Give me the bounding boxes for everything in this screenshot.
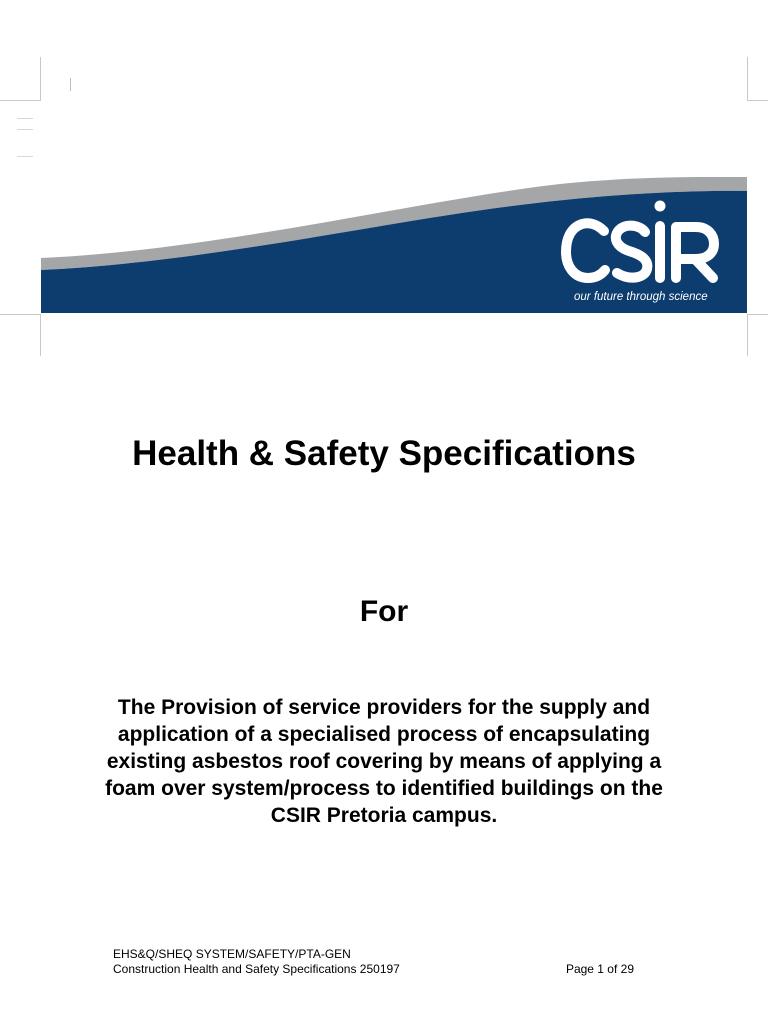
footer-page-number: Page 1 of 29	[565, 962, 634, 976]
footer-row-code	[113, 947, 653, 962]
footer-doc-name: Construction Health and Safety Specifications 250197	[113, 962, 400, 976]
document-title: Health & Safety Specifications	[132, 434, 636, 473]
footer-doc-code: EHS&Q/SHEQ SYSTEM/SAFETY/PTA-GEN	[113, 947, 351, 961]
header-banner	[0, 0, 768, 360]
project-description: The Provision of service providers for the supply and application of a specialised process of encapsulating existing asbestos roof covering by means of applying a foam over system/process to identified buildings on the CSIR Pretoria campus.	[105, 696, 663, 827]
page-footer	[113, 947, 653, 977]
for-label: For	[359, 595, 409, 628]
footer-row-name	[113, 962, 653, 977]
csir-logo-dot	[655, 201, 666, 212]
logo-tagline: our future through science	[574, 291, 708, 303]
banner-graphic	[0, 0, 768, 360]
